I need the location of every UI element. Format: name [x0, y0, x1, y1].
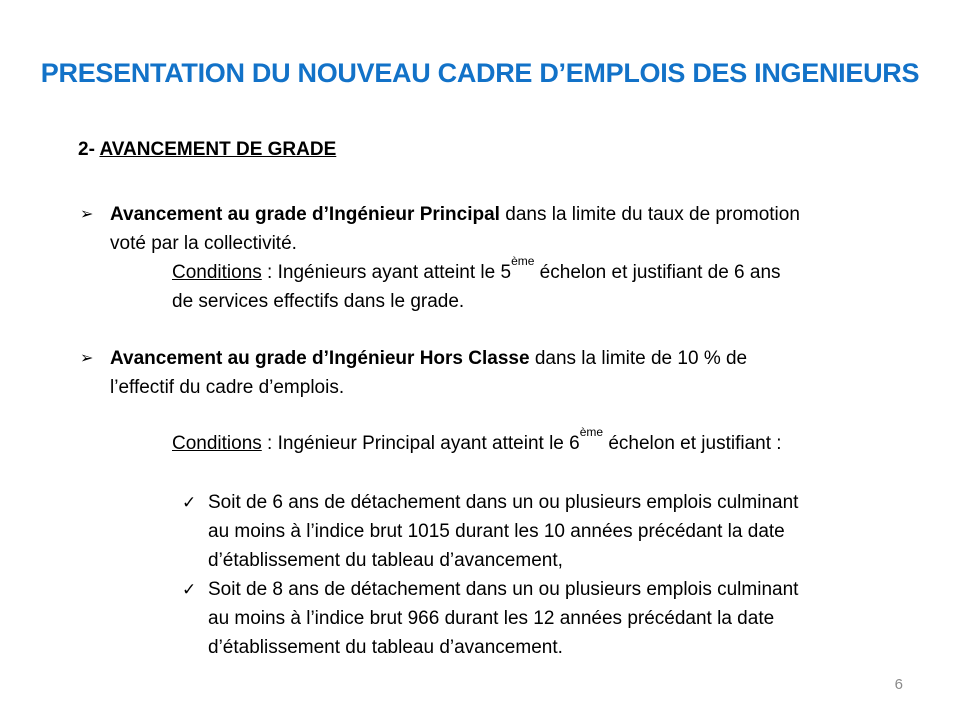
arrow-bullet-icon: ➢ — [80, 350, 94, 367]
bullet-text — [110, 344, 747, 402]
subcheck-line: Soit de 6 ans de détachement dans un ou plusieurs emplois culminant — [208, 492, 799, 513]
subcheck-text — [208, 575, 798, 662]
ordinal-superscript: ème — [511, 254, 535, 269]
subcheck-line: au moins à l’indice brut 966 durant les 12 années précédant la date — [208, 608, 775, 629]
bullet-avancement-principal — [80, 200, 800, 258]
bullet-line — [110, 344, 747, 373]
section-heading — [78, 139, 336, 161]
bullet-line: voté par la collectivité. — [110, 233, 297, 254]
section-heading-text: AVANCEMENT DE GRADE — [99, 139, 337, 160]
check-bullet-icon: ✓ — [182, 580, 197, 599]
bullet-line: l’effectif du cadre d’emplois. — [110, 377, 345, 398]
arrow-bullet-icon: ➢ — [80, 206, 94, 223]
subcheck-line: d’établissement du tableau d’avancement, — [208, 550, 563, 571]
conditions-line — [172, 425, 782, 458]
conditions-text: : Ingénieur Principal ayant atteint le 6 — [261, 433, 580, 454]
bullet-rest-text: dans la limite de 10 % de — [529, 348, 748, 369]
conditions-label: Conditions — [172, 433, 262, 454]
subcheck-detachement-6-ans — [182, 488, 798, 575]
check-bullet-icon: ✓ — [182, 493, 197, 512]
conditions-line: de services effectifs dans le grade. — [172, 291, 465, 312]
ordinal-superscript: ème — [579, 425, 604, 440]
slide-title: PRESENTATION DU NOUVEAU CADRE D’EMPLOIS DES INGENIEURS — [40, 58, 920, 88]
subcheck-line: Soit de 8 ans de détachement dans un ou plusieurs emplois culminant — [208, 579, 799, 600]
bullet-text — [110, 200, 800, 258]
subcheck-text — [208, 488, 798, 575]
section-number: 2- — [78, 139, 100, 160]
bullet-line — [110, 200, 800, 229]
subcheck-line: d’établissement du tableau d’avancement. — [208, 637, 563, 658]
conditions-text: : Ingénieurs ayant atteint le 5 — [261, 262, 512, 283]
bullet-bold-text: Avancement au grade d’Ingénieur Hors Classe — [110, 348, 530, 369]
page-number: 6 — [894, 676, 903, 693]
conditions-line — [172, 254, 781, 287]
conditions-text: échelon et justifiant de 6 ans — [534, 262, 781, 283]
conditions-label: Conditions — [172, 262, 262, 283]
bullet-bold-text: Avancement au grade d’Ingénieur Principal — [110, 204, 500, 225]
conditions-hors-classe — [172, 425, 782, 458]
conditions-principal — [172, 254, 781, 316]
bullet-avancement-hors-classe — [80, 344, 747, 402]
bullet-rest-text: dans la limite du taux de promotion — [499, 204, 800, 225]
subcheck-detachement-8-ans — [182, 575, 798, 662]
subcheck-line: au moins à l’indice brut 1015 durant les 10 années précédant la date — [208, 521, 785, 542]
conditions-text: échelon et justifiant : — [603, 433, 782, 454]
